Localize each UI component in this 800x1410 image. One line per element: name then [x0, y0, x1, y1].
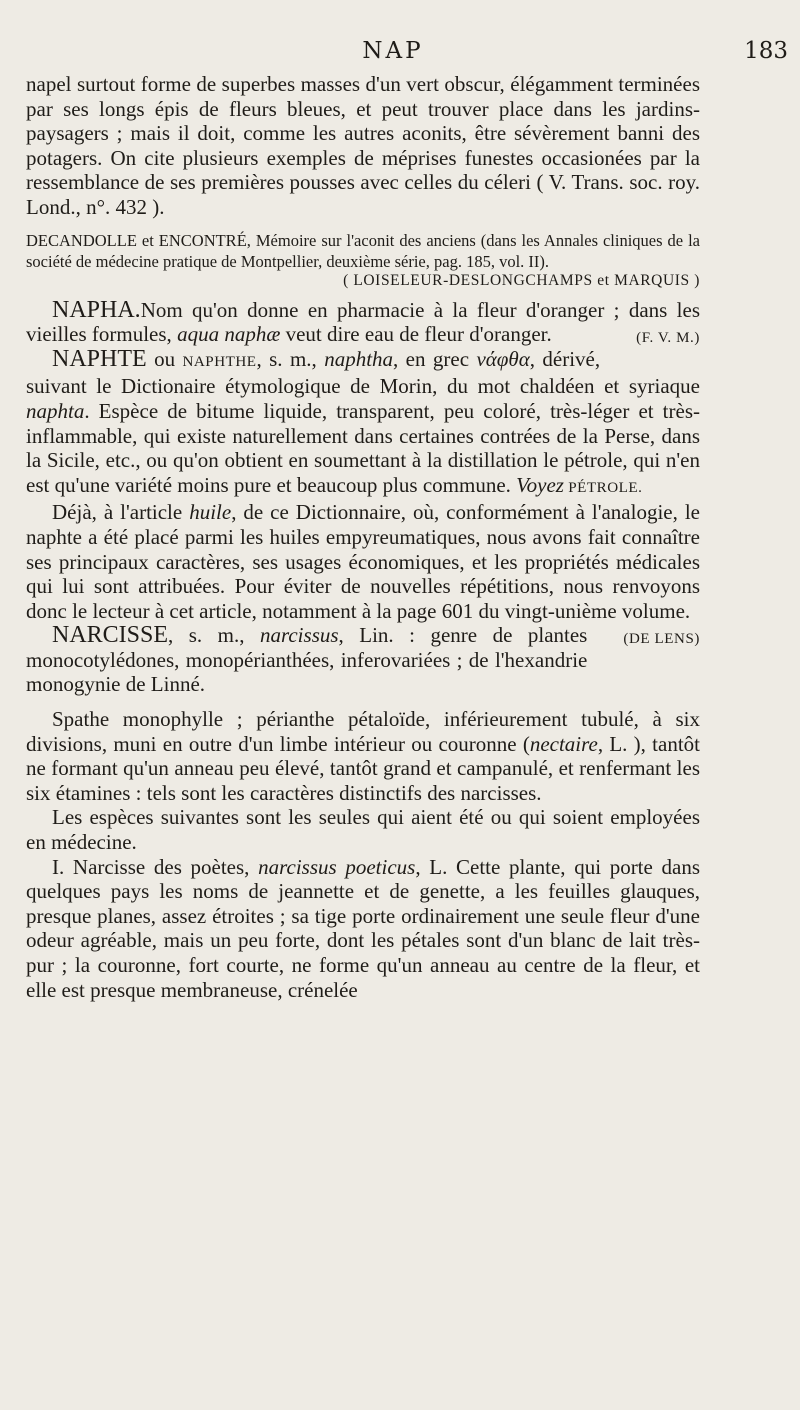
signature-de-lens: (DE LENS): [623, 631, 700, 648]
napha-text: Nom qu'on donne en pharmacie à la fleur d'oranger ; dans les vieilles formules,: [26, 297, 700, 347]
naphte-naphta: naphta: [26, 398, 85, 423]
naphte-gram: , s. m.,: [256, 346, 325, 371]
narcisse-latin: narcissus: [259, 623, 339, 648]
deja-huile: huile: [189, 500, 232, 525]
page-number: 183: [744, 38, 788, 64]
bibliography-entry: DECANDOLLE et ENCONTRÉ, Mémoire sur l'aconit des anciens (dans les Annales cliniques de la société de médecine pratique de Montpellier, deuxième série, pag. 185, vol. II).: [26, 230, 700, 271]
deja-text: Déjà, à l'article: [52, 500, 190, 525]
deja-text-end: , de ce Dictionnaire, où, conformément à l'analogie, le naphte a été placé parmi les huiles empyreumatiques, nous avons fait connaître ses principaux caractères, ses usages économiques, et les propriétés médicales qui lui sont attribuées. Pour éviter de nouvelles répétitions, nous renvoyons donc le lecteur à cet article, notamment à la page 601 du vingt-unième volume.: [26, 500, 700, 623]
headword-narcisse: NARCISSE: [52, 622, 169, 649]
poetes-latin: narcissus poeticus: [258, 854, 416, 879]
paragraph-spathe: [26, 707, 700, 805]
headword-napha: NAPHA.: [52, 296, 141, 323]
paragraph-especes: Les espèces suivantes sont les seules qui aient été ou qui soient employées en médecine.: [26, 805, 700, 855]
signature-aconit: ( LOISELEUR-DESLONGCHAMPS et MARQUIS ): [343, 271, 700, 289]
naphte-alt: NAPHTHE: [182, 353, 257, 370]
narcisse-gram: , s. m.,: [168, 623, 260, 648]
naphte-latin: naphtha: [324, 346, 394, 371]
naphte-petrole: PÉTROLE.: [563, 479, 643, 496]
paragraph-narcisse-poetes: [26, 855, 700, 1003]
spathe-nectaire: nectaire: [529, 731, 598, 756]
entry-naphte: [26, 347, 700, 501]
poetes-text-end: , L. Cette plante, qui porte dans quelques pays les noms de jeannette et de genette, a les feuilles glauques, presque planes, assez étroites ; sa tige porte ordinairement une seule fleur d'une odeur agréable, mais un peu forte, dont les pétales sont d'un blanc de lait très-pur ; la couronne, fort courte, ne forme qu'un anneau au centre de la fleur, et elle est presque membraneuse, crénelée: [26, 854, 700, 1002]
poetes-text: I. Narcisse des poètes,: [52, 854, 259, 879]
napha-text-end: veut dire eau de fleur d'oranger.: [280, 322, 552, 347]
running-title: NAP: [362, 38, 424, 64]
entry-napha: [26, 298, 700, 347]
paragraph-napel: napel surtout forme de superbes masses d'un vert obscur, élégamment terminées par ses longs épis de fleurs bleues, et peut trouver place dans les jardins-paysagers ; mais il doit, comme les autres aconits, être sévèrement banni des potagers. On cite plusieurs exemples de méprises funestes occasionées par la ressemblance de ses premières pousses avec celles du céleri ( V. Trans. soc. roy. Lond., n°. 432 ).: [26, 72, 700, 219]
narcisse-body: , Lin. : genre de plantes monocotylédones, monopérianthées, inferovariées ; de l'hexandrie monogynie de Linné.: [26, 623, 588, 697]
headword-naphte: NAPHTE: [52, 345, 147, 372]
naphte-ou: ou: [146, 346, 183, 371]
spathe-text-end: , L. ), tantôt ne formant qu'un anneau peu élevé, tantôt grand et campanulé, et renfermant les six étamines : tels sont les caractères distinctifs des narcisses.: [26, 731, 700, 805]
naphte-voyez: Voyez: [516, 472, 564, 497]
naphte-grec-pre: , en grec: [393, 346, 477, 371]
spathe-text: Spathe monophylle ; périanthe pétaloïde, inférieurement tubulé, à six divisions, muni en outre d'un limbe intérieur ou couronne (: [26, 707, 700, 756]
napha-latin: aqua naphæ: [177, 322, 281, 347]
naphte-body-2: . Espèce de bitume liquide, transparent, peu coloré, très-léger et très-inflammable, qui existe naturellement dans certaines contrées de la Perse, dans la Sicile, etc., ou qu'on obtient en soumettant à la distillation le pétrole, qui n'en est qu'une variété moins pure et beaucoup plus commune.: [26, 398, 700, 497]
naphte-greek: νάφθα: [476, 346, 530, 371]
running-head: [26, 38, 788, 72]
naphte-body-1: , dérivé, suivant le Dictionaire étymologique de Morin, du mot chaldéen et syriaque: [26, 346, 700, 399]
signature-napha: (F. V. M.): [636, 330, 700, 347]
